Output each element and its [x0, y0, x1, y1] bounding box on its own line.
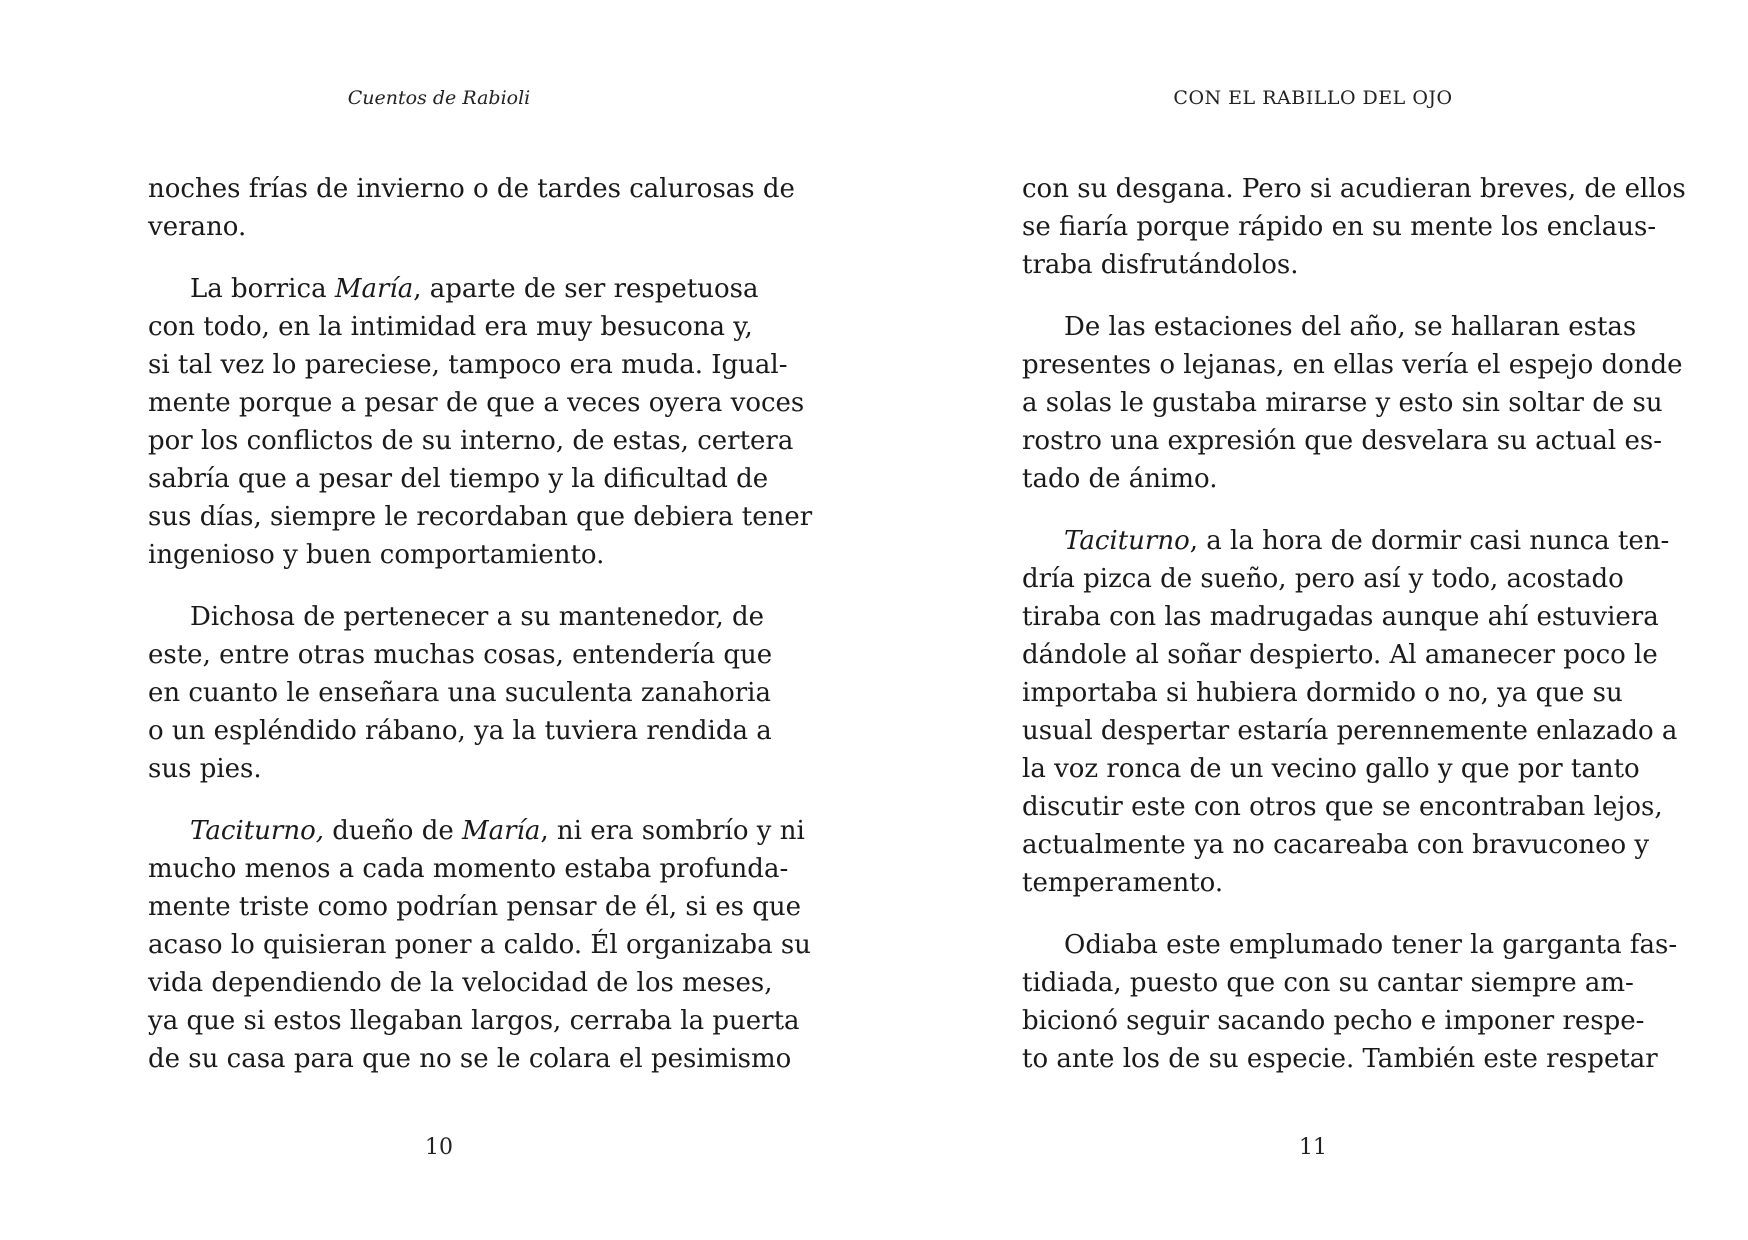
text-line	[148, 712, 772, 750]
paragraph	[148, 270, 813, 574]
text-run: con todo, en la intimidad era muy besucona y,	[148, 312, 753, 342]
page-number-right: 11	[1299, 1135, 1327, 1160]
paragraph	[1022, 522, 1678, 902]
italic-text-run: María	[334, 274, 414, 304]
text-run: rostro una expresión que desvelara su actual es-	[1022, 426, 1663, 456]
text-line	[1022, 422, 1663, 460]
text-run: usual despertar estaría perennemente enlazado a	[1022, 716, 1678, 746]
text-run: sabría que a pesar del tiempo y la dificultad de	[148, 464, 769, 494]
text-line	[1022, 246, 1604, 284]
text-line	[1022, 208, 1657, 246]
text-run: traba disfrutándolos.	[1022, 250, 1299, 280]
text-line	[148, 422, 794, 460]
text-line	[1022, 1040, 1658, 1078]
text-line	[1022, 750, 1640, 788]
text-run: mente porque a pesar de que a veces oyera voces	[148, 388, 805, 418]
text-run: sus días, siempre le recordaban que debiera tener	[148, 502, 813, 532]
text-run: acaso lo quisieran poner a caldo. Él organizaba su	[148, 930, 811, 960]
text-run: tiraba con las madrugadas aunque ahí estuviera	[1022, 602, 1659, 632]
text-line	[148, 926, 811, 964]
text-line	[1022, 674, 1623, 712]
text-run: si tal vez lo pareciese, tampoco era muda. Igual-	[148, 350, 788, 380]
text-run: presentes o lejanas, en ellas vería el espejo donde	[1022, 350, 1683, 380]
text-line	[148, 498, 813, 536]
text-run: De las estaciones del año, se hallaran estas	[1064, 312, 1637, 342]
text-line	[148, 598, 765, 636]
text-run: discutir este con otros que se encontraban lejos,	[1022, 792, 1663, 822]
text-run: mente triste como podrían pensar de él, si es que	[148, 892, 802, 922]
text-line	[148, 964, 773, 1002]
text-line	[148, 812, 805, 850]
text-line	[148, 460, 769, 498]
text-run: , ni era sombrío y ni	[540, 816, 805, 846]
text-run: tado de ánimo.	[1022, 464, 1218, 494]
text-line	[1022, 826, 1650, 864]
text-run: con su desgana. Pero si acudieran breves, de ellos	[1022, 174, 1686, 204]
text-line	[1022, 598, 1659, 636]
text-run: dría pizca de sueño, pero así y todo, acostado	[1022, 564, 1624, 594]
running-head-left: Cuentos de Rabioli	[347, 87, 531, 109]
text-run: dueño de	[324, 816, 462, 846]
text-run: de su casa para que no se le colara el pesimismo	[148, 1044, 792, 1074]
left-text-block	[148, 170, 813, 1102]
text-run: , aparte de ser respetuosa	[413, 274, 759, 304]
right-text-block	[1022, 170, 1686, 1102]
text-line	[148, 888, 802, 926]
text-line	[148, 1040, 792, 1078]
text-run: dándole al soñar despierto. Al amanecer poco le	[1022, 640, 1658, 670]
text-line	[148, 170, 795, 208]
italic-text-run: Taciturno,	[190, 816, 324, 846]
italic-text-run: María	[462, 816, 541, 846]
text-run: Dichosa de pertenecer a su mantenedor, de	[190, 602, 765, 632]
text-run: o un espléndido rábano, ya la tuviera rendida a	[148, 716, 772, 746]
text-line	[1022, 346, 1683, 384]
text-line	[148, 1002, 800, 1040]
page-number-left: 10	[425, 1135, 453, 1160]
text-line	[148, 850, 789, 888]
text-line	[1022, 926, 1678, 964]
text-line	[1022, 308, 1637, 346]
text-run: mucho menos a cada momento estaba profunda-	[148, 854, 789, 884]
text-run: bicionó seguir sacando pecho e imponer respe-	[1022, 1006, 1645, 1036]
running-head-right: CON EL RABILLO DEL OJO	[1173, 87, 1453, 109]
text-line	[1022, 384, 1663, 422]
text-run: La borrica	[190, 274, 335, 304]
text-line	[148, 208, 730, 246]
text-line	[148, 636, 773, 674]
paragraph	[148, 812, 811, 1078]
text-run: Odiaba este emplumado tener la garganta fas-	[1064, 930, 1678, 960]
text-line	[148, 674, 771, 712]
text-run: noches frías de invierno o de tardes calurosas de	[148, 174, 795, 204]
text-run: actualmente ya no cacareaba con bravuconeo y	[1022, 830, 1650, 860]
text-line	[1022, 522, 1670, 560]
text-run: este, entre otras muchas cosas, entendería que	[148, 640, 773, 670]
italic-text-run: Taciturno	[1064, 526, 1190, 556]
right-page	[874, 0, 1748, 1240]
text-run: se fiaría porque rápido en su mente los enclaus-	[1022, 212, 1657, 242]
text-line	[148, 270, 759, 308]
text-line	[148, 346, 788, 384]
text-line	[148, 308, 753, 346]
text-run: to ante los de su especie. También este respetar	[1022, 1044, 1658, 1074]
text-run: importaba si hubiera dormido o no, ya que su	[1022, 678, 1623, 708]
text-line	[1022, 560, 1624, 598]
text-run: vida dependiendo de la velocidad de los meses,	[148, 968, 773, 998]
text-run: la voz ronca de un vecino gallo y que por tanto	[1022, 754, 1640, 784]
paragraph	[1022, 308, 1683, 498]
text-run: por los conflictos de su interno, de estas, certera	[148, 426, 794, 456]
text-line	[1022, 460, 1604, 498]
text-line	[1022, 864, 1604, 902]
text-run: sus pies.	[148, 754, 262, 784]
text-line	[148, 750, 730, 788]
text-line	[1022, 1002, 1645, 1040]
text-run: , a la hora de dormir casi nunca ten-	[1189, 526, 1670, 556]
text-line	[1022, 170, 1686, 208]
text-line	[148, 384, 805, 422]
text-run: temperamento.	[1022, 868, 1224, 898]
text-line	[1022, 712, 1678, 750]
paragraph	[148, 170, 795, 246]
text-line	[1022, 788, 1663, 826]
text-run: ingenioso y buen comportamiento.	[148, 540, 605, 570]
text-line	[1022, 964, 1634, 1002]
paragraph	[148, 598, 773, 788]
text-run: ya que si estos llegaban largos, cerraba la puerta	[148, 1006, 800, 1036]
text-run: verano.	[148, 212, 247, 242]
text-line	[148, 536, 730, 574]
paragraph	[1022, 170, 1686, 284]
text-run: tidiada, puesto que con su cantar siempre am-	[1022, 968, 1634, 998]
text-run: en cuanto le enseñara una suculenta zanahoria	[148, 678, 771, 708]
paragraph	[1022, 926, 1678, 1078]
text-run: a solas le gustaba mirarse y esto sin soltar de su	[1022, 388, 1663, 418]
text-line	[1022, 636, 1658, 674]
